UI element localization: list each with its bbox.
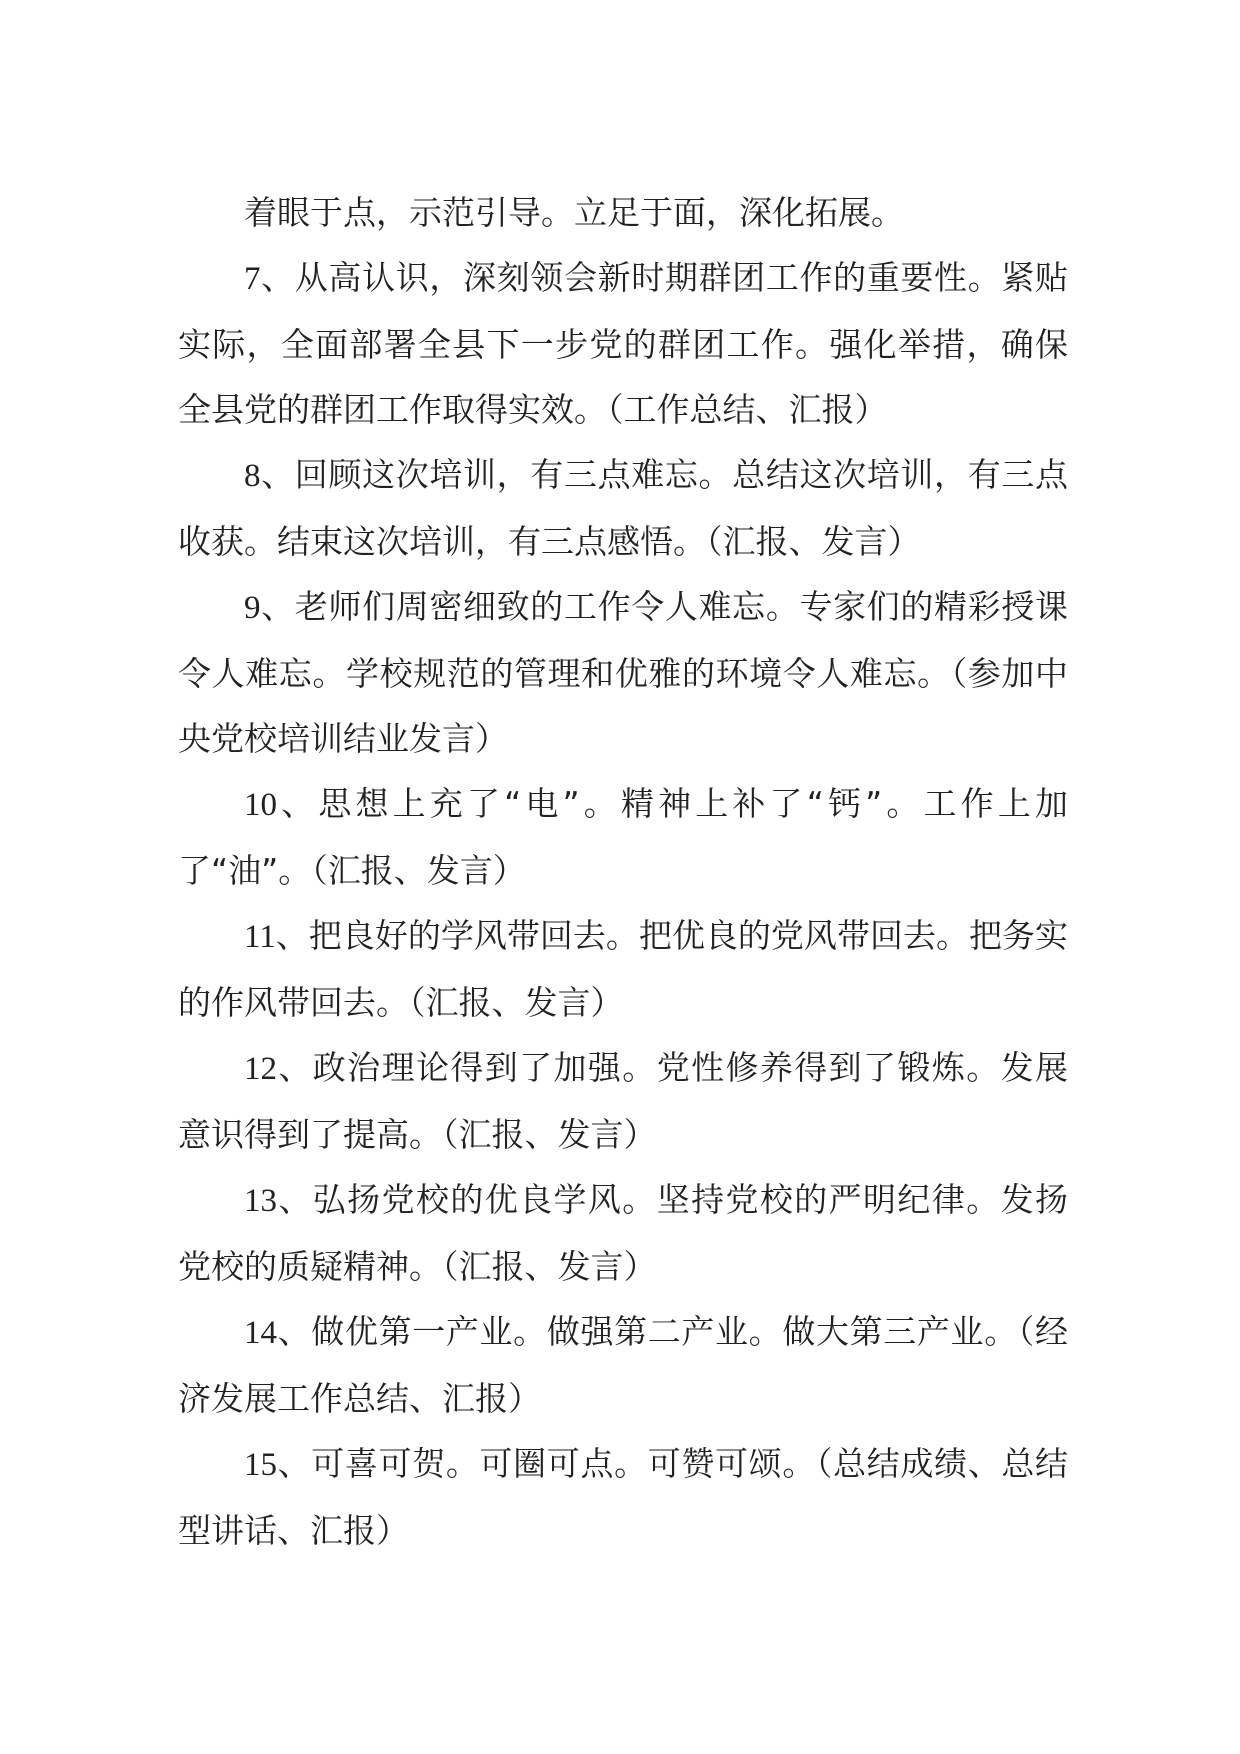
paragraph-text: 、把良好的学风带回去。把优良的党风带回去。把务实的作风带回去。（汇报、发言） <box>178 916 1068 1022</box>
paragraph-7 <box>178 245 1068 442</box>
item-number: 14 <box>244 1315 277 1351</box>
paragraph-text: 、从高认识，深刻领会新时期群团工作的重要性。紧贴实际，全面部署全县下一步党的群团工作。强化举措，确保全县党的群团工作取得实效。（工作总结、汇报） <box>178 258 1068 429</box>
body-text <box>178 180 1068 1563</box>
paragraph-text: 、可喜可贺。可圈可点。可赞可颂。（总结成绩、总结型讲话、汇报） <box>178 1444 1068 1550</box>
paragraph-text: 、弘扬党校的优良学风。坚持党校的严明纪律。发扬党校的质疑精神。（汇报、发言） <box>178 1180 1068 1286</box>
paragraph-text: 、做优第一产业。做强第二产业。做大第三产业。（经济发展工作总结、汇报） <box>178 1312 1068 1418</box>
paragraph-12 <box>178 1035 1068 1167</box>
paragraph-8 <box>178 442 1068 574</box>
paragraph-13 <box>178 1167 1068 1299</box>
paragraph-0 <box>178 180 1068 245</box>
paragraph-9 <box>178 574 1068 771</box>
item-number: 9 <box>244 590 261 626</box>
item-number: 13 <box>244 1183 277 1219</box>
item-number: 11 <box>244 919 276 955</box>
paragraph-11 <box>178 903 1068 1035</box>
item-number: 8 <box>244 458 261 494</box>
item-number: 7 <box>244 261 261 297</box>
paragraph-text: 、思想上充了“电”。精神上补了“钙”。工作上加了“油”。（汇报、发言） <box>178 784 1068 890</box>
paragraph-14 <box>178 1299 1068 1431</box>
item-number: 15 <box>244 1447 277 1483</box>
item-number: 12 <box>244 1051 277 1087</box>
paragraph-text: 、政治理论得到了加强。党性修养得到了锻炼。发展意识得到了提高。（汇报、发言） <box>178 1048 1068 1154</box>
paragraph-15 <box>178 1431 1068 1563</box>
paragraph-text: 着眼于点，示范引导。立足于面，深化拓展。 <box>244 193 904 232</box>
paragraph-10 <box>178 771 1068 903</box>
item-number: 10 <box>244 787 277 823</box>
paragraph-text: 、老师们周密细致的工作令人难忘。专家们的精彩授课令人难忘。学校规范的管理和优雅的环境令人难忘。（参加中央党校培训结业发言） <box>178 587 1068 758</box>
paragraph-text: 、回顾这次培训，有三点难忘。总结这次培训，有三点收获。结束这次培训，有三点感悟。（汇报、发言） <box>178 455 1068 561</box>
